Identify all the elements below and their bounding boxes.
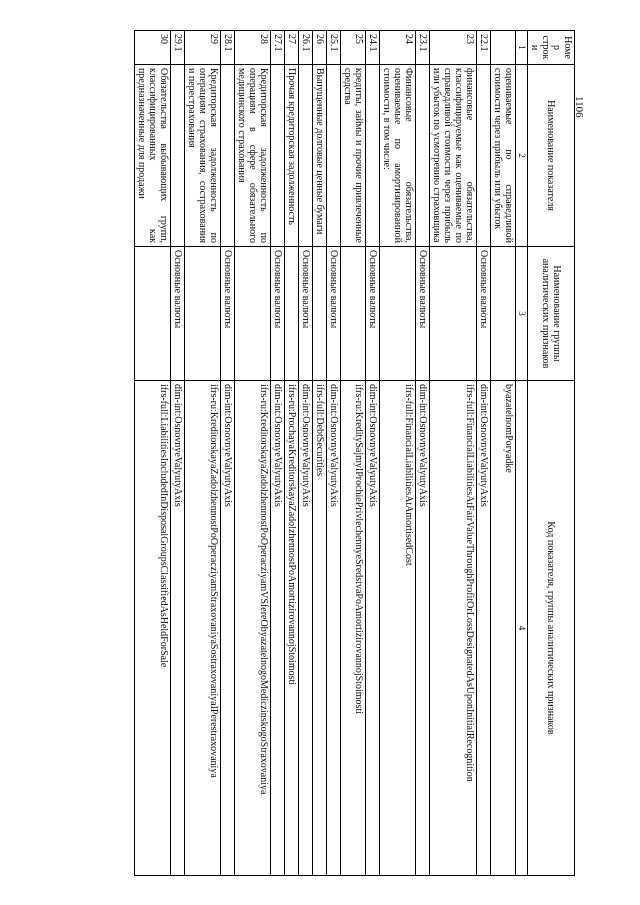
indicator-code-cell: ifrs-ru:ProchayaKreditorskayaZadolzhennostPoAmortizirovannojStoimosti xyxy=(285,381,299,876)
indicator-code-cell: dim-int:OsnovnyeValyutyAxis xyxy=(366,381,380,876)
indicator-table xyxy=(134,30,575,876)
table-row xyxy=(430,31,477,876)
indicator-name-cell: Кредиторская задолженность по операциям страхования, сострахования и перестрахования xyxy=(185,65,221,247)
row-number-cell: 22.1 xyxy=(477,31,491,65)
row-number-cell: 25 xyxy=(341,31,366,65)
row-number-cell: 30 xyxy=(135,31,171,65)
group-name-cell: Основные валюты xyxy=(477,247,491,381)
row-number-cell: 24 xyxy=(380,31,416,65)
group-name-cell: Основные валюты xyxy=(221,247,235,381)
group-name-cell xyxy=(235,247,271,381)
indicator-name-cell: кредиты, займы и прочие привлеченные средства xyxy=(341,65,366,247)
column-number: 3 xyxy=(516,247,528,381)
header-code: Код показателя, группы аналитических признаков xyxy=(528,381,575,876)
table-row xyxy=(491,31,516,876)
indicator-name-cell xyxy=(171,65,185,247)
indicator-code-cell: dim-int:OsnovnyeValyutyAxis xyxy=(477,381,491,876)
page-number-text: 1106 xyxy=(573,96,585,118)
indicator-code-cell: ifrs-full:FinancialLiabilitiesAtFairValueThroughProfitOrLossDesignatedAsUponInitialRecognition xyxy=(430,381,477,876)
row-number-cell: 23 xyxy=(430,31,477,65)
row-number-cell: 26 xyxy=(313,31,327,65)
indicator-name-cell xyxy=(477,65,491,247)
indicator-name-cell: Кредиторская задолженность по операциям в сфере обязательного медицинского страхования xyxy=(235,65,271,247)
indicator-code-cell: dim-int:OsnovnyeValyutyAxis xyxy=(271,381,285,876)
indicator-code-cell: dim-int:OsnovnyeValyutyAxis xyxy=(221,381,235,876)
table-row xyxy=(235,31,271,876)
row-number-cell: 25.1 xyxy=(327,31,341,65)
row-number-cell: 23.1 xyxy=(416,31,430,65)
page-number xyxy=(573,0,607,905)
group-name-cell xyxy=(380,247,416,381)
rotated-table-container xyxy=(75,30,575,875)
indicator-code-cell: ifrs-ru:KreditorskayaZadolzhennostPoOperacziyamStraxovaniyaSostraxovaniyaIPerestraxovaniya xyxy=(185,381,221,876)
group-name-cell: Основные валюты xyxy=(299,247,313,381)
group-name-cell xyxy=(491,247,516,381)
table-row xyxy=(221,31,235,876)
table-row xyxy=(171,31,185,876)
indicator-name-cell: оцениваемые по справедливой стоимости через прибыль или убыток xyxy=(491,65,516,247)
indicator-name-cell: Прочая кредиторская задолженность xyxy=(285,65,299,247)
table-row xyxy=(299,31,313,876)
header-indicator-name: Наименование показателя xyxy=(528,65,575,247)
indicator-name-cell xyxy=(366,65,380,247)
group-name-cell: Основные валюты xyxy=(366,247,380,381)
table-body xyxy=(135,31,516,876)
header-row xyxy=(528,31,575,876)
column-number-row xyxy=(516,31,528,876)
table-row xyxy=(285,31,299,876)
table-row xyxy=(366,31,380,876)
indicator-code-cell: ifrs-full:DebtSecurities xyxy=(313,381,327,876)
header-group-name: Наименование группы аналитических признаков xyxy=(528,247,575,381)
row-number-cell: 24.1 xyxy=(366,31,380,65)
indicator-name-cell xyxy=(327,65,341,247)
row-number-cell: 27.1 xyxy=(271,31,285,65)
column-number: 2 xyxy=(516,65,528,247)
row-number-cell: 29.1 xyxy=(171,31,185,65)
indicator-code-cell: dim-int:OsnovnyeValyutyAxis xyxy=(416,381,430,876)
indicator-name-cell xyxy=(299,65,313,247)
row-number-cell: 28 xyxy=(235,31,271,65)
indicator-name-cell: Выпущенные долговые ценные бумаги xyxy=(313,65,327,247)
group-name-cell: Основные валюты xyxy=(271,247,285,381)
group-name-cell xyxy=(313,247,327,381)
indicator-code-cell: byazatelnomPoryadke xyxy=(491,381,516,876)
group-name-cell xyxy=(135,247,171,381)
indicator-name-cell xyxy=(221,65,235,247)
group-name-cell xyxy=(285,247,299,381)
indicator-name-cell: финансовые обязательства, классифицируемые как оцениваемые по справедливой стоимости через прибыль или убыток по усмотрению страховщика xyxy=(430,65,477,247)
table-row xyxy=(185,31,221,876)
indicator-code-cell: ifrs-full:FinancialLiabilitiesAtAmortisedCost xyxy=(380,381,416,876)
table-row xyxy=(477,31,491,876)
header-row-number: Номер строки xyxy=(528,31,575,65)
indicator-name-cell: Финансовые обязательства, оцениваемые по амортизированной стоимости, в том числе: xyxy=(380,65,416,247)
group-name-cell: Основные валюты xyxy=(416,247,430,381)
table-row xyxy=(416,31,430,876)
table-row xyxy=(341,31,366,876)
indicator-code-cell: ifrs-ru:KreditySajmyIProchiePrivlechennyeSredstvaPoAmortizirovannojStoimosti xyxy=(341,381,366,876)
group-name-cell xyxy=(185,247,221,381)
column-number: 1 xyxy=(516,31,528,65)
row-number-cell xyxy=(491,31,516,65)
indicator-code-cell: dim-int:OsnovnyeValyutyAxis xyxy=(327,381,341,876)
table-row xyxy=(135,31,171,876)
indicator-name-cell: Обязательства выбывающих групп, классифицированных как предназначенные для продажи xyxy=(135,65,171,247)
indicator-code-cell: ifrs-ru:KreditorskayaZadolzhennostPoOperacziyamVSfereObyazatelnogoMediczinskogoStraxovaniya xyxy=(235,381,271,876)
table-row xyxy=(327,31,341,876)
row-number-cell: 26.1 xyxy=(299,31,313,65)
group-name-cell xyxy=(341,247,366,381)
table-row xyxy=(313,31,327,876)
indicator-name-cell xyxy=(271,65,285,247)
group-name-cell: Основные валюты xyxy=(327,247,341,381)
table-row xyxy=(380,31,416,876)
table-row xyxy=(271,31,285,876)
indicator-name-cell xyxy=(416,65,430,247)
row-number-cell: 29 xyxy=(185,31,221,65)
row-number-cell: 28.1 xyxy=(221,31,235,65)
column-number: 4 xyxy=(516,381,528,876)
group-name-cell: Основные валюты xyxy=(171,247,185,381)
indicator-code-cell: dim-int:OsnovnyeValyutyAxis xyxy=(299,381,313,876)
indicator-code-cell: dim-int:OsnovnyeValyutyAxis xyxy=(171,381,185,876)
group-name-cell xyxy=(430,247,477,381)
row-number-cell: 27 xyxy=(285,31,299,65)
indicator-code-cell: ifrs-full:LiabilitiesIncludedInDisposalGroupsClassifiedAsHeldForSale xyxy=(135,381,171,876)
